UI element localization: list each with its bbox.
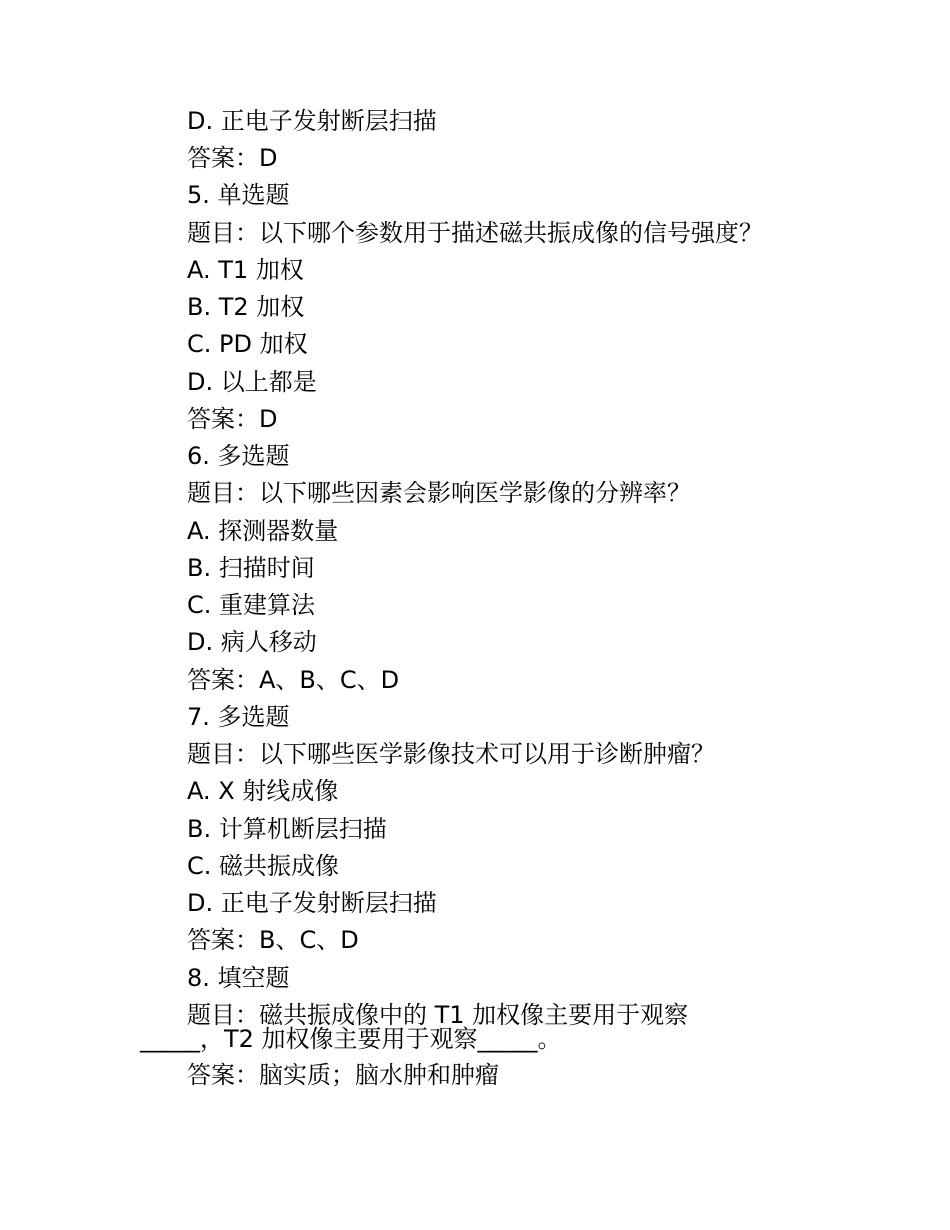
q5-option-c: C. PD 加权	[187, 330, 308, 358]
q6-heading: 6. 多选题	[187, 442, 290, 470]
q5-answer: 答案：D	[187, 405, 278, 433]
q5-option-d: D. 以上都是	[187, 368, 317, 396]
q8-answer: 答案：脑实质；脑水肿和肿瘤	[187, 1061, 499, 1089]
q6-question: 题目：以下哪些因素会影响医学影像的分辨率？	[187, 479, 691, 507]
q6-option-b: B. 扫描时间	[187, 554, 315, 582]
q6-option-d: D. 病人移动	[187, 628, 317, 656]
q7-option-d: D. 正电子发射断层扫描	[187, 889, 437, 917]
q4-answer: 答案：D	[187, 144, 278, 172]
q8-heading: 8. 填空题	[187, 964, 290, 992]
q5-option-b: B. T2 加权	[187, 293, 305, 321]
q6-answer: 答案：A、B、C、D	[187, 666, 400, 694]
q7-option-b: B. 计算机断层扫描	[187, 815, 387, 843]
q5-heading: 5. 单选题	[187, 181, 290, 209]
q7-answer: 答案：B、C、D	[187, 926, 359, 954]
q7-heading: 7. 多选题	[187, 703, 290, 731]
q6-option-a: A. 探测器数量	[187, 517, 339, 545]
q5-question: 题目：以下哪个参数用于描述磁共振成像的信号强度？	[187, 219, 763, 247]
q8-question: 题目：磁共振成像中的 T1 加权像主要用于观察	[187, 1001, 689, 1029]
q7-option-c: C. 磁共振成像	[187, 852, 340, 880]
q5-option-a: A. T1 加权	[187, 256, 304, 284]
q4-option-d: D. 正电子发射断层扫描	[187, 107, 437, 135]
q7-question: 题目：以下哪些医学影像技术可以用于诊断肿瘤？	[187, 740, 715, 768]
q7-option-a: A. X 射线成像	[187, 777, 339, 805]
q8-question-continued: _____，T2 加权像主要用于观察_____。	[140, 1025, 562, 1053]
q6-option-c: C. 重建算法	[187, 591, 316, 619]
